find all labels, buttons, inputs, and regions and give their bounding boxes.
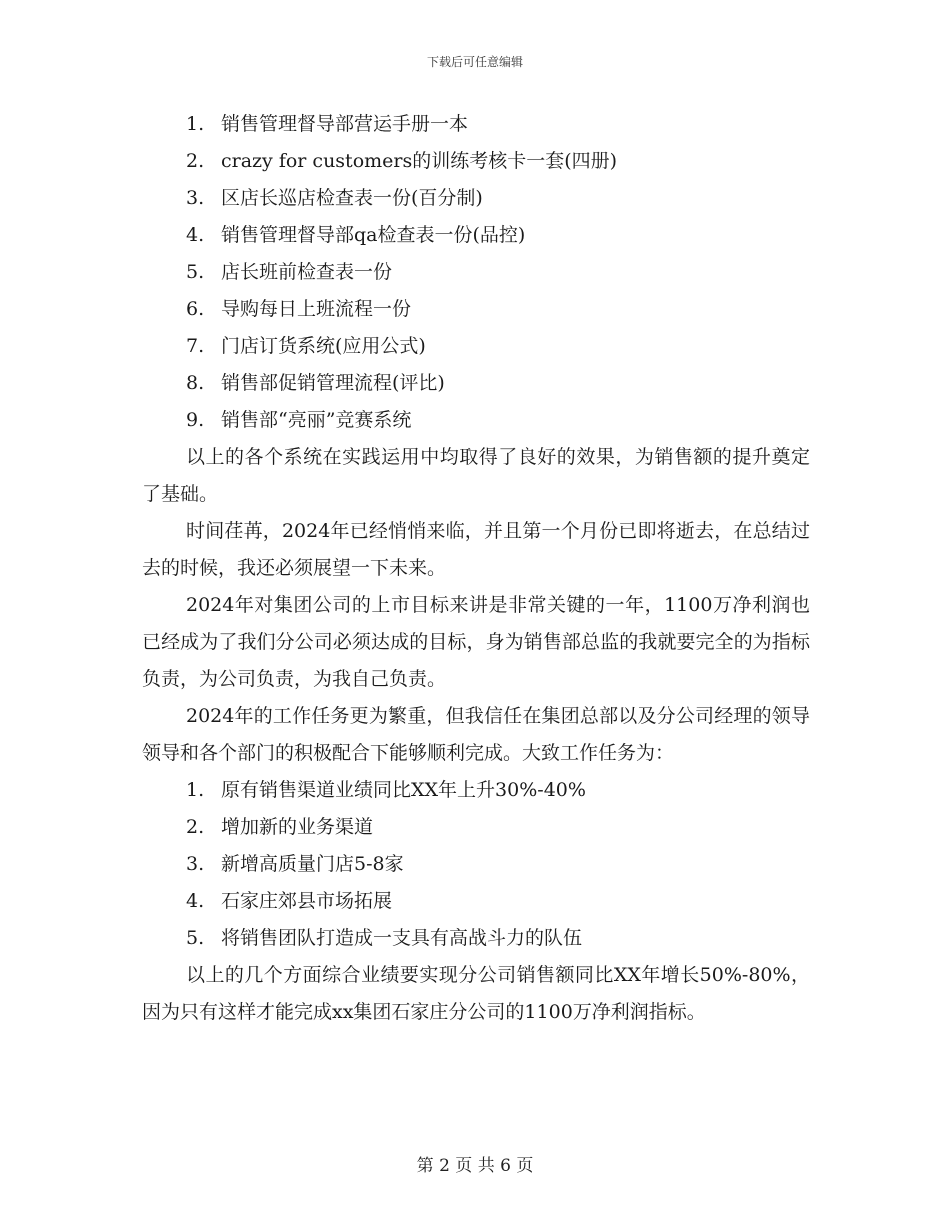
paragraph: 以上的各个系统在实践运用中均取得了良好的效果，为销售额的提升奠定了基础。 — [142, 446, 810, 505]
list-item — [142, 106, 810, 143]
list-text: 原有销售渠道业绩同比XX年上升30%-40% — [221, 779, 586, 801]
list-text: 销售部“亮丽”竞赛系统 — [221, 409, 412, 431]
paragraph: 2024年对集团公司的上市目标来讲是非常关键的一年，1100万净利润也已经成为了我们分公司必须达成的目标，身为销售部总监的我就要完全的为指标负责，为公司负责，为我自己负责。 — [142, 594, 810, 690]
list-number: 7. — [186, 335, 205, 357]
list-item — [142, 291, 810, 328]
list-item — [142, 328, 810, 365]
list-number: 5. — [186, 927, 205, 949]
list-number: 9. — [186, 409, 205, 431]
list-item — [142, 254, 810, 291]
list-text: 导购每日上班流程一份 — [221, 298, 412, 320]
list-text: 区店长巡店检查表一份(百分制) — [221, 187, 483, 209]
list-item — [142, 180, 810, 217]
list-number: 2. — [186, 150, 205, 172]
paragraph: 以上的几个方面综合业绩要实现分公司销售额同比XX年增长50%-80%，因为只有这样才能完成xx集团石家庄分公司的1100万净利润指标。 — [142, 964, 810, 1023]
paragraph: 2024年的工作任务更为繁重，但我信任在集团总部以及分公司经理的领导领导和各个部门的积极配合下能够顺利完成。大致工作任务为： — [142, 705, 810, 764]
list-number: 8. — [186, 372, 205, 394]
list-number: 3. — [186, 187, 205, 209]
list-item — [142, 809, 810, 846]
list-text: 增加新的业务渠道 — [221, 816, 374, 838]
list-number: 3. — [186, 853, 205, 875]
list-text: 销售部促销管理流程(评比) — [221, 372, 445, 394]
page-header: 下载后可任意编辑 — [426, 55, 523, 69]
list-number: 5. — [186, 261, 205, 283]
list-text: 销售管理督导部营运手册一本 — [221, 113, 469, 135]
list-text: 门店订货系统(应用公式) — [221, 335, 426, 357]
list-item — [142, 772, 810, 809]
paragraph: 时间荏苒，2024年已经悄悄来临，并且第一个月份已即将逝去，在总结过去的时候，我还必须展望一下未来。 — [142, 520, 810, 579]
list-text: 店长班前检查表一份 — [221, 261, 393, 283]
list-item — [142, 920, 810, 957]
list-item — [142, 143, 810, 180]
list-number: 1. — [186, 779, 205, 801]
list-number: 6. — [186, 298, 205, 320]
list-item — [142, 217, 810, 254]
list-text: 将销售团队打造成一支具有高战斗力的队伍 — [221, 927, 583, 949]
page-footer: 第 2 页 共 6 页 — [416, 1156, 534, 1176]
list-number: 4. — [186, 890, 205, 912]
list-item — [142, 402, 810, 439]
list-text: 新增高质量门店5-8家 — [221, 853, 404, 875]
list-text: crazy for customers的训练考核卡一套(四册) — [221, 150, 618, 172]
list-item — [142, 846, 810, 883]
list-text: 销售管理督导部qa检查表一份(品控) — [221, 224, 526, 246]
list-number: 2. — [186, 816, 205, 838]
list-item — [142, 883, 810, 920]
list-item — [142, 365, 810, 402]
list-number: 1. — [186, 113, 205, 135]
list-text: 石家庄郊县市场拓展 — [221, 890, 393, 912]
document-body — [142, 106, 810, 1031]
list-number: 4. — [186, 224, 205, 246]
